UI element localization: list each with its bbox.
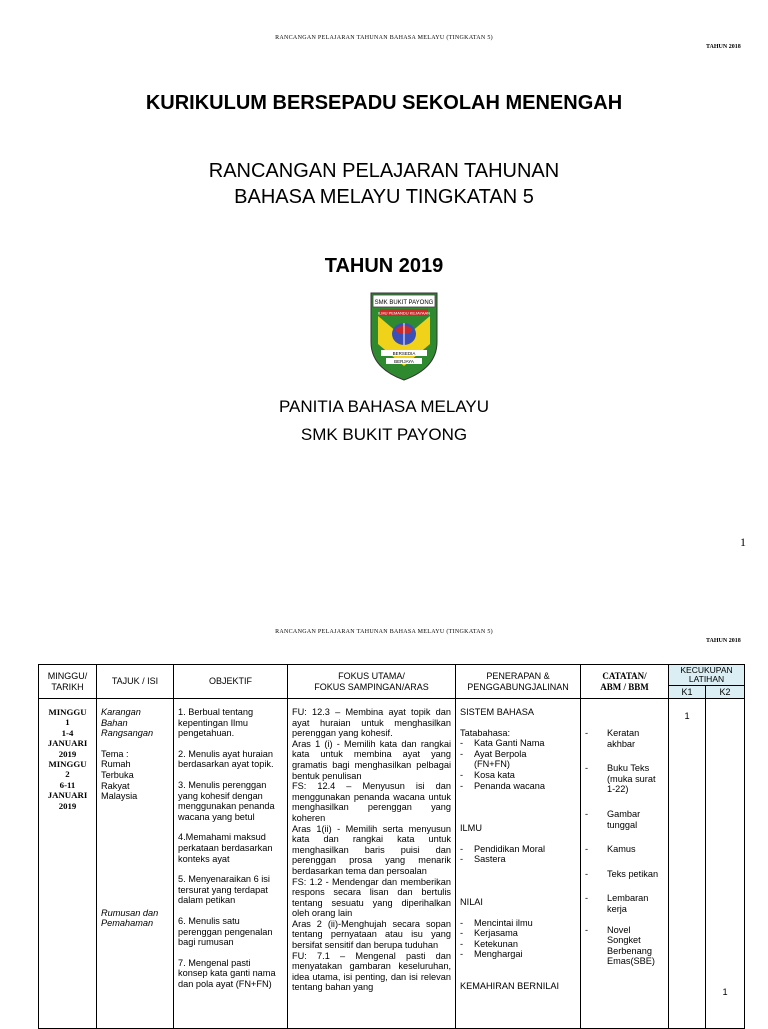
col-header-kecukupan: KECUKUPAN LATIHAN bbox=[669, 665, 745, 686]
note-item: - Kamus bbox=[585, 844, 636, 855]
objective-item: 7. Mengenal pasti konsep kata ganti nama dan pola ayat (FN+FN) bbox=[178, 957, 276, 989]
objective-item: 6. Menulis satu perenggan pengenalan bagi rumusan bbox=[178, 915, 273, 948]
page1-running-header: RANCANGAN PELAJARAN TAHUNAN BAHASA MELAYU (TINGKATAN 5) bbox=[275, 35, 493, 41]
focus-item: Aras 2 (ii)-Menghujah secara sopan tentang pernyataan atau isu yang bersifat sensitif dan berupa tuduhan bbox=[292, 918, 451, 951]
page2-running-header: RANCANGAN PELAJARAN TAHUNAN BAHASA MELAYU (TINGKATAN 5) bbox=[275, 629, 493, 635]
objective-item: 1. Berbual tentang kepentingan Ilmu pengetahuan. bbox=[178, 707, 254, 739]
note-item: - Keratan akhbar bbox=[585, 728, 640, 749]
svg-text:BERJAYA: BERJAYA bbox=[394, 359, 414, 364]
focus-cell bbox=[288, 699, 456, 1029]
focus-item: FS: 1.2 - Mendengar dan memberikan respons secara lisan dan bertulis tentang sesuatu yang diperihalkan oleh orang lain bbox=[292, 876, 451, 919]
topic-cell: Karangan Bahan Rangsangan Tema : Rumah Terbuka Rakyat Malaysia Rumusan dan Pemahaman bbox=[97, 699, 174, 1029]
school-crest-logo bbox=[368, 290, 440, 382]
page2-header-year: TAHUN 2018 bbox=[706, 638, 741, 644]
svg-text:ILMU PEMANDU KEJAYAAN: ILMU PEMANDU KEJAYAAN bbox=[377, 310, 431, 316]
k2-cell: 1 bbox=[706, 699, 745, 1029]
objectives-cell bbox=[174, 699, 288, 1029]
year-title: TAHUN 2019 bbox=[324, 255, 444, 277]
focus-item: Aras 1 (i) - Memilih kata dan rangkai kata untuk membina ayat yang gramatis bagi menghasilkan pelbagai bentuk penulisan bbox=[292, 738, 451, 781]
page1-header-year: TAHUN 2018 bbox=[706, 44, 741, 50]
col-header-catatan: CATATAN/ ABM / BBM bbox=[581, 665, 669, 699]
k1-cell: 1 bbox=[669, 699, 706, 1029]
objective-item: 2. Menulis ayat huraian berdasarkan ayat topik. bbox=[178, 748, 274, 770]
note-item: - Teks petikan bbox=[585, 868, 659, 879]
plan-title-line2: BAHASA MELAYU TINGKATAN 5 bbox=[234, 186, 534, 208]
col-header-tajuk: TAJUK / ISI bbox=[97, 665, 174, 699]
plan-title-line1: RANCANGAN PELAJARAN TAHUNAN bbox=[208, 160, 560, 182]
note-item: - Novel Songket Berbenang Emas(SBE) bbox=[585, 924, 655, 967]
integration-cell: SISTEM BAHASA Tatabahasa: - Kata Ganti Nama - Ayat Berpola (FN+FN) - Kosa kata - Penanda wacana ILMU - Pendidikan Moral - Sastera NILAI - Mencintai ilmu - Kerjasama - Ketekunan - Menghargai KEMAHIRAN BERNILAI bbox=[456, 699, 581, 1029]
note-item: - Lembaran kerja bbox=[585, 893, 649, 914]
objective-item: 5. Menyenaraikan 6 isi tersurat yang terdapat dalam petikan bbox=[178, 874, 270, 906]
school-name: SMK BUKIT PAYONG bbox=[300, 425, 468, 444]
objective-item: 3. Menulis perenggan yang kohesif dengan menggunakan penanda wacana yang betul bbox=[178, 779, 275, 822]
col-header-fokus: FOKUS UTAMA/ FOKUS SAMPINGAN/ARAS bbox=[288, 665, 456, 699]
page-number: 1 bbox=[740, 535, 746, 549]
focus-item: Aras 1(ii) - Memilih serta menyusun kata dan rangkai kata untuk menghasilkan baris puisi dan perenggan prosa yang menarik berdasarkan tema dan persoalan bbox=[292, 823, 451, 876]
focus-item: FU: 12.3 – Membina ayat topik dan ayat huraian untuk menghasilkan perenggan yang kohesif. bbox=[292, 707, 451, 739]
notes-cell bbox=[581, 699, 669, 1029]
col-header-minggu: MINGGU/ TARIKH bbox=[39, 665, 97, 699]
svg-text:SMK BUKIT PAYONG: SMK BUKIT PAYONG bbox=[374, 300, 434, 306]
week-cell: MINGGU 1 1-4 JANUARI 2019 MINGGU 2 6-11 JANUARI 2019 bbox=[39, 699, 97, 1029]
committee-name: PANITIA BAHASA MELAYU bbox=[278, 397, 490, 416]
svg-text:BERSEDIA: BERSEDIA bbox=[392, 351, 416, 356]
note-item: - Gambar tunggal bbox=[585, 808, 641, 830]
objective-item: 4.Memahami maksud perkataan berdasarkan konteks ayat bbox=[178, 832, 273, 864]
focus-item: FS: 12.4 – Menyusun isi dan menggunakan penanda wacana untuk menghasilkan perenggan yang koheren bbox=[292, 781, 451, 823]
col-header-penerapan: PENERAPAN & PENGGABUNGJALINAN bbox=[456, 665, 581, 699]
col-header-k2: K2 bbox=[706, 686, 745, 699]
curriculum-title: KURIKULUM BERSEPADU SEKOLAH MENENGAH bbox=[145, 92, 623, 114]
col-header-objektif: OBJEKTIF bbox=[174, 665, 288, 699]
col-header-k1: K1 bbox=[669, 686, 706, 699]
focus-item: FU: 7.1 – Mengenal pasti dan menyatakan gambaran keseluruhan, idea utama, isi penting, dan isi relevan tentang bahan yang bbox=[292, 950, 451, 993]
annual-plan-table bbox=[38, 664, 745, 1029]
note-item: - Buku Teks (muka surat 1-22) bbox=[585, 763, 656, 795]
